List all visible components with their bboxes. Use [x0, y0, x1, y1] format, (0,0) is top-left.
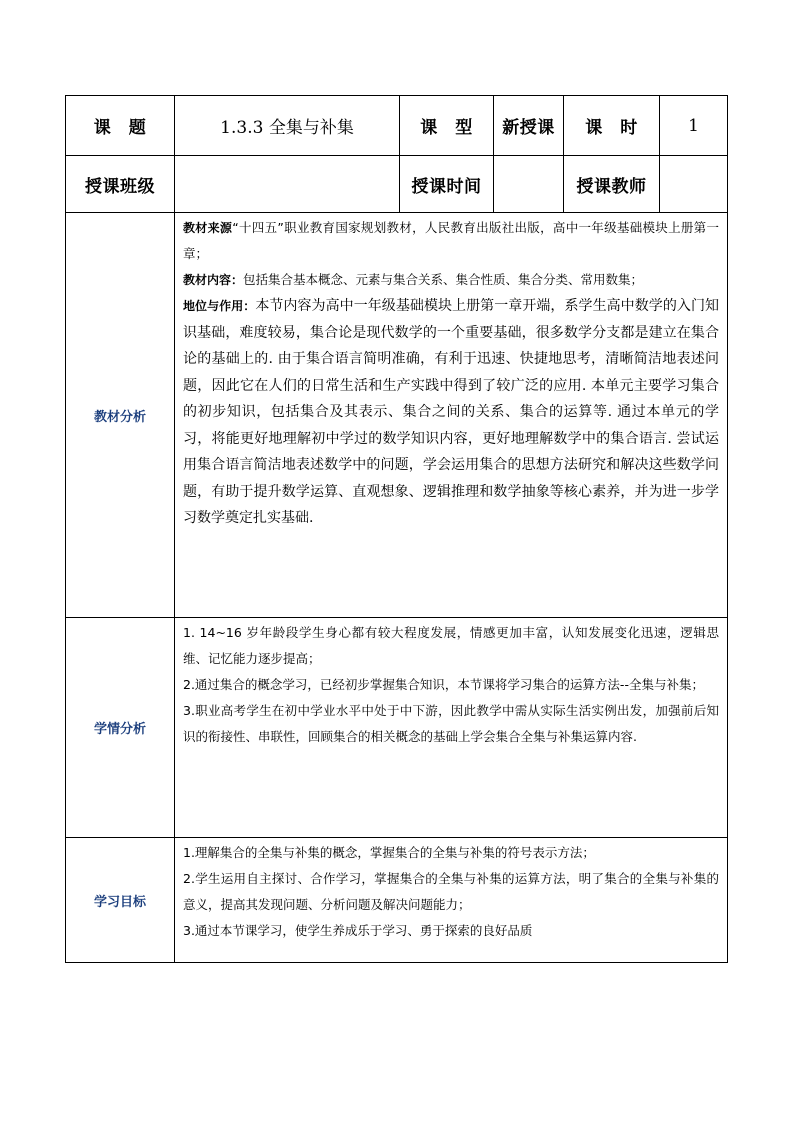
time-value[interactable]: [494, 156, 564, 213]
learning-goal-item: 3.通过本节课学习，使学生养成乐于学习、勇于探索的良好品质: [183, 923, 533, 938]
learning-goals-label: 学习目标: [66, 838, 175, 963]
class-label: 授课班级: [66, 156, 175, 213]
teacher-value[interactable]: [660, 156, 728, 213]
teacher-label: 授课教师: [564, 156, 660, 213]
student-analysis-label: 学情分析: [66, 618, 175, 838]
header-row-2: [66, 156, 728, 213]
material-source-tag: 教材来源: [183, 221, 233, 235]
material-role-text: 本节内容为高中一年级基础模块上册第一章开端，系学生高中数学的入门知识基础，难度较易，集合论是现代数学的一个重要基础，很多数学分支都是建立在集合论的基础上的. 由于集合语言简明准确，有利于迅速、快捷地思考，清晰简洁地表述问题，因此它在人们的日常生活和生产实践中得到了较广泛的应用. 本单元主要学习集合的初步知识，包括集合及其表示、集合之间的关系、集合的运算等. 通过本单元的学习，将能更好地理解初中学过的数学知识内容，更好地理解数学中的集合语言. 尝试运用集合语言简洁地表述数学中的问题，学会运用集合的思想方法研究和解决这些数学问题，有助于提升数学运算、直观想象、逻辑推理和数学抽象等核心素养，并为进一步学习数学奠定扎实基础.: [183, 298, 719, 526]
material-role: [183, 293, 719, 532]
learning-goal-item: 2.学生运用自主探讨、合作学习，掌握集合的全集与补集的运算方法，明了集合的全集与补集的意义，提高其发现问题、分析问题及解决问题能力；: [183, 871, 719, 912]
material-analysis-content: [175, 213, 728, 618]
hours-value: 1: [660, 96, 728, 156]
material-source: [183, 215, 719, 267]
learning-goal-item: 1.理解集合的全集与补集的概念，掌握集合的全集与补集的符号表示方法；: [183, 845, 595, 860]
material-content-text: 包括集合基本概念、元素与集合关系、集合性质、集合分类、常用数集；: [243, 272, 644, 287]
student-analysis-item: 1. 14~16 岁年龄段学生身心都有较大程度发展，情感更加丰富，认知发展变化迅速，逻辑思维、记忆能力逐步提高；: [183, 625, 719, 666]
topic-label: 课 题: [66, 96, 175, 156]
material-role-tag: 地位与作用：: [183, 299, 256, 313]
material-analysis-row: [66, 213, 728, 618]
student-analysis-content: [175, 618, 728, 838]
material-source-text: “十四五”职业教育国家规划教材，人民教育出版社出版，高中一年级基础模块上册第一章；: [183, 220, 719, 261]
hours-label: 课 时: [564, 96, 660, 156]
class-value[interactable]: [175, 156, 400, 213]
student-analysis-row: [66, 618, 728, 838]
material-content-tag: 教材内容：: [183, 273, 244, 287]
type-value: 新授课: [494, 96, 564, 156]
header-row-1: [66, 96, 728, 156]
learning-goals-row: [66, 838, 728, 963]
topic-value: 1.3.3 全集与补集: [175, 96, 400, 156]
lesson-plan-table: [65, 95, 728, 963]
material-analysis-label: 教材分析: [66, 213, 175, 618]
material-content: [183, 267, 719, 293]
time-label: 授课时间: [400, 156, 494, 213]
student-analysis-item: 3.职业高考学生在初中学业水平中处于中下游，因此教学中需从实际生活实例出发，加强前后知识的衔接性、串联性，回顾集合的相关概念的基础上学会集合全集与补集运算内容.: [183, 703, 719, 744]
student-analysis-item: 2.通过集合的概念学习，已经初步掌握集合知识，本节课将学习集合的运算方法--全集与补集；: [183, 677, 704, 692]
type-label: 课 型: [400, 96, 494, 156]
learning-goals-content: [175, 838, 728, 963]
